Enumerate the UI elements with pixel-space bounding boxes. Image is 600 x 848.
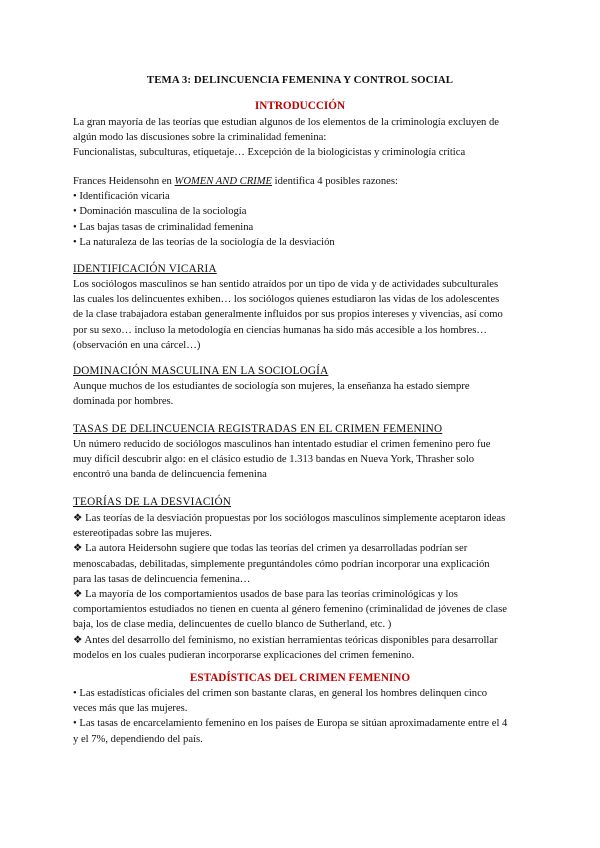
paragraph-line: y el 7%, dependiendo del país. xyxy=(73,733,203,745)
paragraph-line: para las tasas de delincuencia femenina… xyxy=(73,573,251,585)
paragraph-line: • Las estadísticas oficiales del crimen son bastante claras, en general los hombres delinquen cinco xyxy=(73,688,488,699)
paragraph-line: ❖ La mayoría de los comportamientos usados de base para las teorías criminológicas y los xyxy=(73,589,458,601)
section-paragraph-dominacion xyxy=(73,379,533,409)
paragraph-line: Los sociólogos masculinos se han sentido atraídos por un tipo de vida y de actividades subculturales xyxy=(73,279,499,290)
intro-line: La gran mayoría de las teorías que estudian algunos de los elementos de la criminología excluyen de xyxy=(73,117,499,128)
section-paragraph-tasas xyxy=(73,437,533,483)
paragraph-line: veces más que las mujeres. xyxy=(73,703,188,715)
section-heading-teorias: TEORÍAS DE LA DESVIACIÓN xyxy=(73,496,231,508)
paragraph-line: ❖ Antes del desarrollo del feminismo, no existían herramientas teóricas disponibles para desarrollar xyxy=(73,634,498,646)
paragraph-line: (observación en una cárcel…) xyxy=(73,339,201,351)
paragraph-line: baja, los de clase media, delincuentes de cuello blanco de Sutherland, etc. ) xyxy=(73,619,392,631)
paragraph-line: comportamientos estudiados no tienen en cuenta al género femenino (criminalidad de jóvenes de clase xyxy=(73,604,507,616)
stats-paragraph xyxy=(73,686,533,747)
section-paragraph-teorias xyxy=(73,511,533,663)
heidensohn-intro-line xyxy=(73,174,533,189)
paragraph-line: Aunque muchos de los estudiantes de sociología son mujeres, la enseñanza ha estado siempre xyxy=(73,381,470,392)
paragraph-line: estereotipadas sobre las mujeres. xyxy=(73,528,212,540)
paragraph-line: muy difícil descubrir algo: en el clásico estudio de 1.313 bandas en Nueva York, Thrasher solo xyxy=(73,454,475,466)
paragraph-line: ❖ La autora Heidersohn sugiere que todas las teorías del crimen ya desarrolladas podrían ser xyxy=(73,543,468,555)
stats-heading: ESTADÍSTICAS DEL CRIMEN FEMENINO xyxy=(189,672,411,684)
paragraph-line: las cuales los delincuentes exhiben… los sociólogos quienes estudiaron las vidas de los adolescentes xyxy=(73,294,500,306)
reason-item: • Identificación vicaria xyxy=(73,191,170,203)
reason-item: • Las bajas tasas de criminalidad femenina xyxy=(73,221,254,233)
heidensohn-text-after: identifica 4 posibles razones: xyxy=(272,176,398,187)
paragraph-line: de la clase trabajadora estaban generalmente influidos por sus propios intereses y vivencias, así como xyxy=(73,309,503,321)
intro-heading: INTRODUCCIÓN xyxy=(254,100,346,112)
section-heading-dominacion: DOMINACIÓN MASCULINA EN LA SOCIOLOGÍA xyxy=(73,365,329,377)
paragraph-line: modelos en los cuales pudieran incorporarse explicaciones del crimen femenino. xyxy=(73,649,415,661)
book-title: WOMEN AND CRIME xyxy=(174,176,272,187)
reason-item: • Dominación masculina de la sociología xyxy=(73,206,247,218)
reason-item: • La naturaleza de las teorías de la sociología de la desviación xyxy=(73,236,335,248)
intro-paragraph xyxy=(73,115,533,161)
section-paragraph-identificacion xyxy=(73,277,533,353)
paragraph-line: dominada por hombres. xyxy=(73,396,174,408)
intro-line: algún modo las discusiones sobre la criminalidad femenina: xyxy=(73,132,327,144)
heidensohn-text-before: Frances Heidensohn en xyxy=(73,176,175,187)
paragraph-line: • Las tasas de encarcelamiento femenino en los países de Europa se sitúan aproximadamente entre el 4 xyxy=(73,718,508,730)
section-heading-identificacion: IDENTIFICACIÓN VICARIA xyxy=(73,263,217,275)
paragraph-line: ❖ Las teorías de la desviación propuestas por los sociólogos masculinos simplemente aceptaron ideas xyxy=(73,513,506,524)
heidensohn-paragraph xyxy=(73,174,533,250)
section-heading-tasas: TASAS DE DELINCUENCIA REGISTRADAS EN EL CRIMEN FEMENINO xyxy=(73,423,443,435)
document-title: TEMA 3: DELINCUENCIA FEMENINA Y CONTROL SOCIAL xyxy=(146,74,454,86)
paragraph-line: menoscabadas, debilitadas, simplemente preguntándoles cómo podrían incorporar una explicación xyxy=(73,558,490,570)
paragraph-line: encontró una banda de delincuencia femenina xyxy=(73,469,267,481)
intro-line: Funcionalistas, subculturas, etiquetaje… Excepción de la biologicistas y criminología crítica xyxy=(73,147,466,159)
paragraph-line: Un número reducido de sociólogos masculinos han intentado estudiar el crimen femenino pero fue xyxy=(73,439,491,450)
paragraph-line: por su sexo… incluso la metodología en ciencias humanas ha sido más accesible a los hombres… xyxy=(73,324,487,336)
